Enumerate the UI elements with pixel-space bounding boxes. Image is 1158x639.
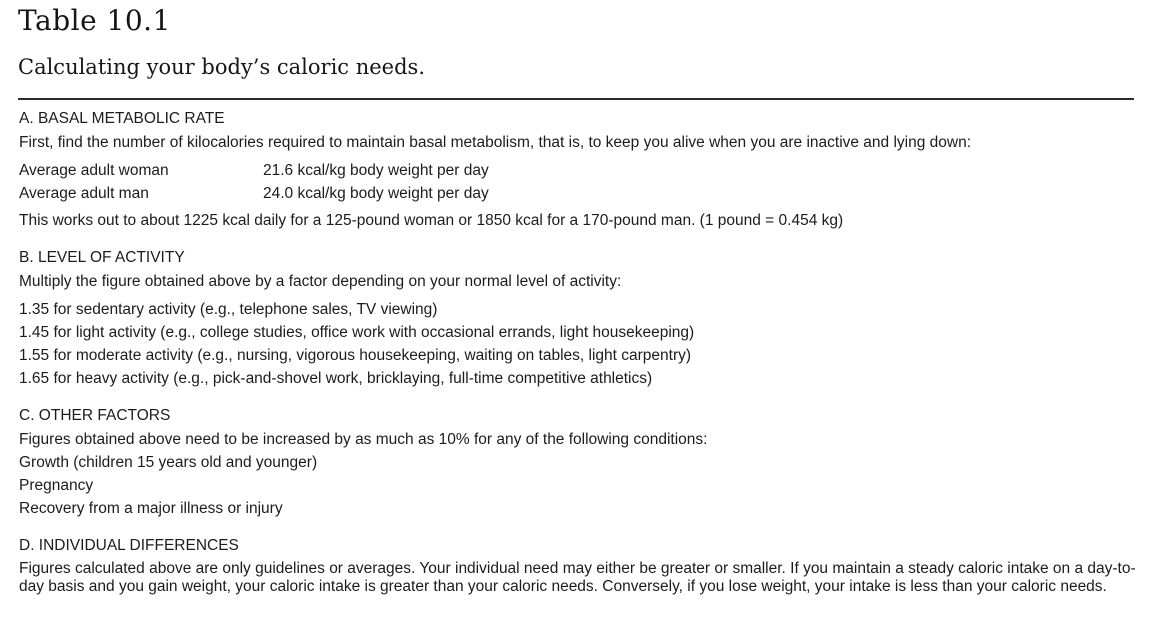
section-a-intro: First, find the number of kilocalories required to maintain basal metabolism, that is, to keep you alive when you are inactive and lying down: <box>19 134 972 151</box>
bmr-row-man <box>19 185 489 203</box>
header-divider <box>18 98 1134 100</box>
activity-item: 1.45 for light activity (e.g., college studies, office work with occasional errands, light housekeeping) <box>19 324 695 341</box>
activity-item: 1.55 for moderate activity (e.g., nursing, vigorous housekeeping, waiting on tables, light carpentry) <box>19 347 692 364</box>
bmr-row-label: Average adult woman <box>19 162 169 179</box>
section-c-heading: C. OTHER FACTORS <box>19 407 171 424</box>
table-title: Table 10.1 <box>18 4 171 37</box>
section-b-intro: Multiply the figure obtained above by a factor depending on your normal level of activity: <box>19 273 622 290</box>
bmr-row-value: 21.6 kcal/kg body weight per day <box>263 162 489 179</box>
bmr-row-value: 24.0 kcal/kg body weight per day <box>263 185 489 202</box>
activity-item: 1.35 for sedentary activity (e.g., telephone sales, TV viewing) <box>19 301 438 318</box>
section-a-note: This works out to about 1225 kcal daily for a 125-pound woman or 1850 kcal for a 170-pound man. (1 pound = 0.454 kg) <box>19 212 844 229</box>
condition-item: Recovery from a major illness or injury <box>19 500 283 517</box>
section-d-heading: D. INDIVIDUAL DIFFERENCES <box>19 537 239 554</box>
section-c-intro: Figures obtained above need to be increased by as much as 10% for any of the following conditions: <box>19 431 708 448</box>
activity-item: 1.65 for heavy activity (e.g., pick-and-shovel work, bricklaying, full-time competitive athletics) <box>19 370 653 387</box>
bmr-row-label: Average adult man <box>19 185 149 202</box>
section-d-text: Figures calculated above are only guidelines or averages. Your individual need may either be greater or smaller. If you maintain a steady caloric intake on a day-to-day basis and you gain weight, your caloric intake is greater than your caloric needs. Conversely, if you lose weight, your intake is less than your caloric needs. <box>19 560 1136 595</box>
condition-item: Growth (children 15 years old and younger) <box>19 454 318 471</box>
condition-item: Pregnancy <box>19 477 94 494</box>
section-a-heading: A. BASAL METABOLIC RATE <box>19 110 225 127</box>
table-caption: Calculating your body’s caloric needs. <box>18 55 425 79</box>
bmr-row-woman <box>19 162 489 180</box>
section-b-heading: B. LEVEL OF ACTIVITY <box>19 249 185 266</box>
